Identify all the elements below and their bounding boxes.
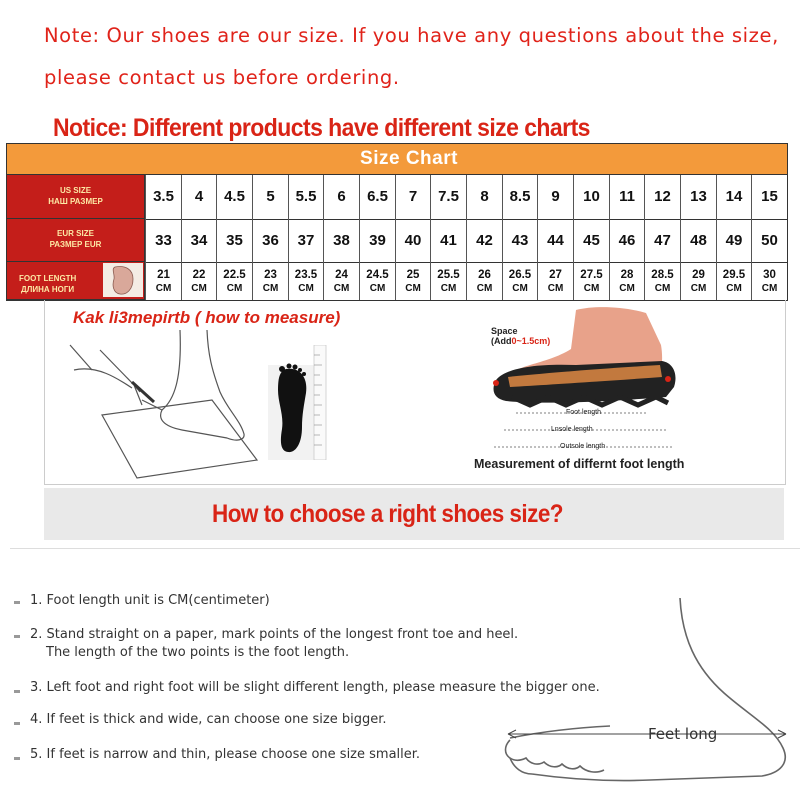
us-size-cell: 7.5	[430, 175, 466, 219]
how-to-measure-title: Kak li3mepirtb ( how to measure)	[73, 308, 341, 327]
foot-length-cell: 24 CM	[323, 262, 359, 300]
eur-size-cell: 49	[716, 219, 751, 262]
bullet-icon	[14, 601, 20, 604]
us-size-cell: 15	[751, 175, 787, 219]
bullet-icon	[14, 690, 20, 693]
us-size-cell: 5.5	[288, 175, 323, 219]
foot-length-cell: 27 CM	[537, 262, 573, 300]
choose-size-title: How to choose a right shoes size?	[212, 500, 563, 528]
foot-length-cell: 30 CM	[751, 262, 787, 300]
foot-length-cell: 29.5 CM	[716, 262, 751, 300]
foot-length-cell: 27.5 CM	[573, 262, 609, 300]
eur-size-cell: 39	[359, 219, 395, 262]
us-size-cell: 8	[466, 175, 502, 219]
us-size-cell: 3.5	[145, 175, 181, 219]
foot-outline-icon	[103, 263, 143, 297]
us-size-cell: 7	[395, 175, 430, 219]
foot-length-cell: 28 CM	[609, 262, 644, 300]
bullet-icon	[14, 757, 20, 760]
footprint-ruler-icon	[268, 345, 330, 460]
instruction-4: 4. If feet is thick and wide, can choose one size bigger.	[30, 712, 387, 727]
eur-size-cell: 35	[216, 219, 252, 262]
eur-size-cell: 40	[395, 219, 430, 262]
us-size-cell: 5	[252, 175, 288, 219]
instruction-1: 1. Foot length unit is CM(centimeter)	[30, 593, 270, 608]
foot-length-cell: 24.5 CM	[359, 262, 395, 300]
eur-size-cell: 43	[502, 219, 537, 262]
us-size-cell: 8.5	[502, 175, 537, 219]
eur-size-cell: 45	[573, 219, 609, 262]
eur-size-label: EUR SIZE РАЗМЕР EUR	[7, 219, 145, 262]
eur-size-cell: 42	[466, 219, 502, 262]
us-size-cell: 11	[609, 175, 644, 219]
foot-length-cell: 22.5 CM	[216, 262, 252, 300]
us-size-cell: 13	[680, 175, 716, 219]
foot-length-cell: 23 CM	[252, 262, 288, 300]
instruction-2-cont: The length of the two points is the foot length.	[46, 645, 350, 660]
foot-length-marker: Foot length	[566, 409, 602, 416]
us-size-cell: 6.5	[359, 175, 395, 219]
us-size-cell: 4	[181, 175, 216, 219]
eur-size-cell: 48	[680, 219, 716, 262]
foot-length-cell: 23.5 CM	[288, 262, 323, 300]
eur-size-cell: 44	[537, 219, 573, 262]
us-size-cell: 6	[323, 175, 359, 219]
foot-length-cell: 22 CM	[181, 262, 216, 300]
foot-length-label: FOOT LENGTH ДЛИНА НОГИ	[7, 262, 145, 300]
us-size-cell: 9	[537, 175, 573, 219]
outsole-length-marker: Outsole length	[560, 443, 606, 450]
us-size-cell: 14	[716, 175, 751, 219]
feet-long-label: Feet long	[648, 725, 718, 743]
instruction-3: 3. Left foot and right foot will be slight different length, please measure the bigger one.	[30, 680, 600, 695]
note-line-1: Note: Our shoes are our size. If you have any questions about the size,	[44, 24, 779, 47]
note-line-2: please contact us before ordering.	[44, 66, 400, 89]
foot-length-cell: 29 CM	[680, 262, 716, 300]
us-size-cell: 12	[644, 175, 680, 219]
bullet-icon	[14, 722, 20, 725]
foot-length-cell: 21 CM	[145, 262, 181, 300]
eur-size-cell: 34	[181, 219, 216, 262]
eur-size-cell: 47	[644, 219, 680, 262]
notice-heading: Notice: Different products have different size charts	[53, 114, 590, 142]
size-chart	[6, 143, 788, 301]
foot-length-cell: 25 CM	[395, 262, 430, 300]
space-label: Space (Add0~1.5cm)	[491, 326, 551, 346]
eur-size-cell: 37	[288, 219, 323, 262]
bullet-icon	[14, 635, 20, 638]
foot-length-cell: 26.5 CM	[502, 262, 537, 300]
eur-size-cell: 33	[145, 219, 181, 262]
us-size-cell: 4.5	[216, 175, 252, 219]
foot-length-cell: 25.5 CM	[430, 262, 466, 300]
instruction-5: 5. If feet is narrow and thin, please choose one size smaller.	[30, 747, 421, 762]
foot-length-cell: 28.5 CM	[644, 262, 680, 300]
us-size-cell: 10	[573, 175, 609, 219]
size-note	[0, 0, 800, 110]
foot-length-cell: 26 CM	[466, 262, 502, 300]
eur-size-cell: 41	[430, 219, 466, 262]
foot-outline-sketch	[500, 598, 795, 798]
eur-size-cell: 46	[609, 219, 644, 262]
size-chart-title: Size Chart	[7, 144, 787, 175]
us-size-label: US SIZE НАШ РАЗМЕР	[7, 175, 145, 219]
insole-length-marker: Lnsole length	[551, 426, 593, 433]
instruction-2: 2. Stand straight on a paper, mark points of the longest front toe and heel.	[30, 627, 519, 642]
eur-size-cell: 38	[323, 219, 359, 262]
measuring-foot-sketch	[62, 330, 262, 480]
eur-size-cell: 36	[252, 219, 288, 262]
eur-size-cell: 50	[751, 219, 787, 262]
measurement-caption: Measurement of differnt foot length	[474, 457, 685, 471]
